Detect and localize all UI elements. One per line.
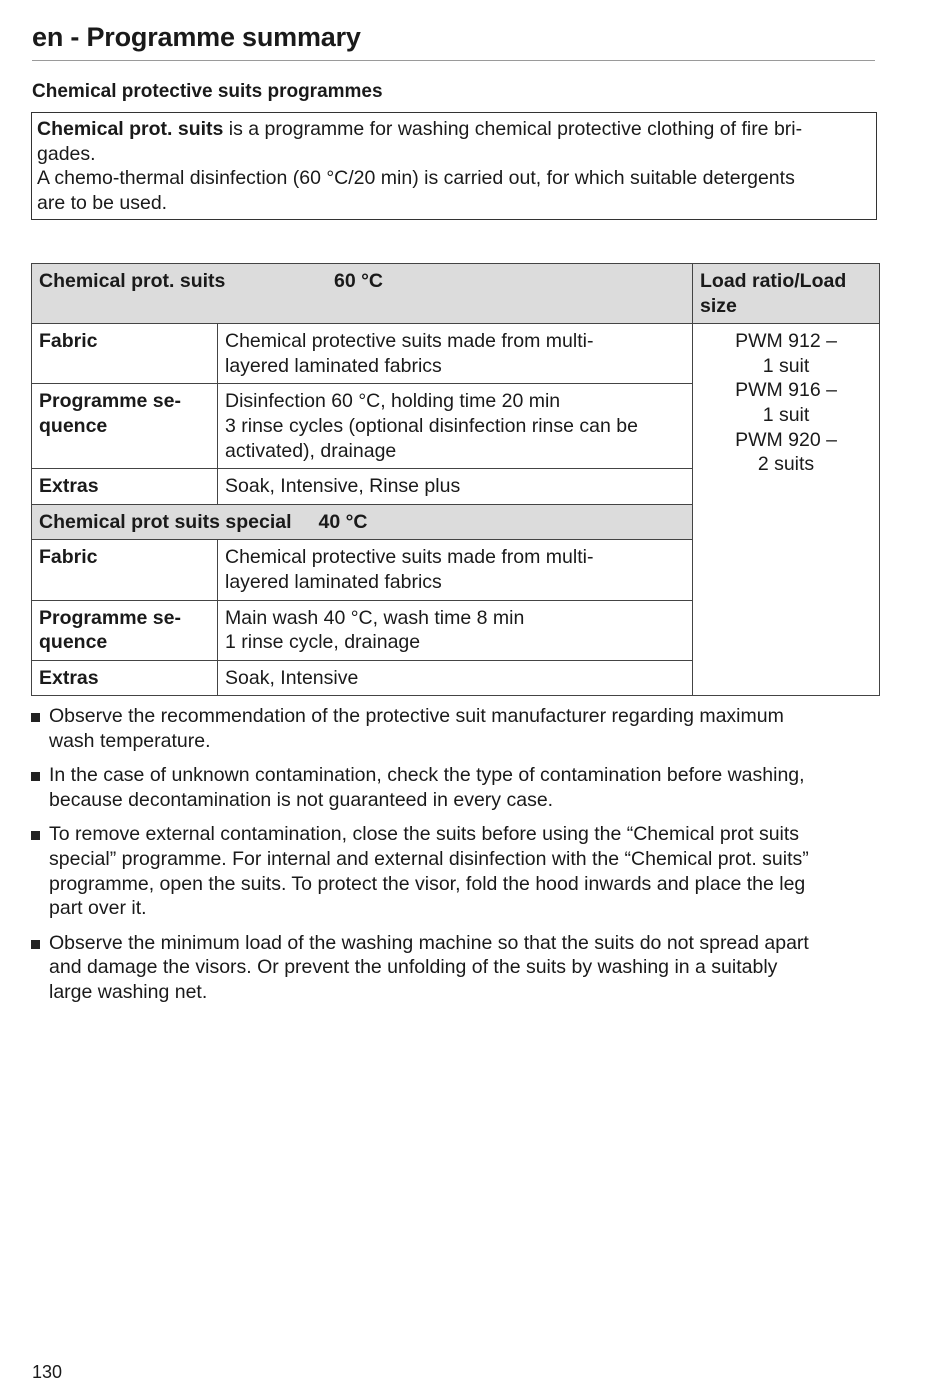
programme2-sequence-label-line-1: Programme se- <box>39 606 181 629</box>
load-line-4: 1 suit <box>762 403 810 426</box>
programme2-sequence-label <box>32 600 218 660</box>
programme1-sequence-label <box>32 384 218 469</box>
section-heading: Chemical protective suits programmes <box>32 81 383 102</box>
programme2-fabric-line-2: layered laminated fabrics <box>225 570 442 593</box>
programme-table <box>31 263 880 696</box>
programme1-temp: 60 °C <box>334 270 383 292</box>
programme2-sequence-value <box>218 600 693 660</box>
load-size-cell <box>693 324 880 696</box>
intro-line-3: A chemo-thermal disinfection (60 °C/20 min) is carried out, for which suitable detergents <box>37 167 795 190</box>
programme1-extras-label: Extras <box>32 469 218 505</box>
note-line: and damage the visors. Or prevent the unfolding of the suits by washing in a suitably <box>49 956 778 979</box>
note-line: wash temperature. <box>49 729 211 752</box>
square-bullet-icon <box>31 713 40 722</box>
programme1-sequence-line-3: activated), drainage <box>225 439 397 462</box>
programme1-fabric-value <box>218 324 693 384</box>
intro-line-1-rest: is a programme for washing chemical protective clothing of fire bri- <box>223 118 803 140</box>
note-line: Observe the minimum load of the washing machine so that the suits do not spread apart <box>49 931 809 954</box>
programme2-name: Chemical prot suits special <box>39 510 292 533</box>
programme2-header-cell <box>32 504 693 540</box>
page-title: en - Programme summary <box>32 22 361 52</box>
page-number: 130 <box>32 1362 63 1382</box>
intro-box <box>31 112 877 220</box>
programme1-sequence-line-1: Disinfection 60 °C, holding time 20 min <box>225 390 561 413</box>
programme1-sequence-label-line-2: quence <box>39 414 108 437</box>
table-row <box>32 324 880 384</box>
programme1-header-cell <box>32 264 693 324</box>
load-line-6: 2 suits <box>757 453 815 476</box>
intro-line-2: gades. <box>37 142 96 165</box>
intro-line-1 <box>37 117 868 142</box>
programme2-extras-label: Extras <box>32 660 218 696</box>
programme1-sequence-label-line-1: Programme se- <box>39 390 181 413</box>
load-header-line-1: Load ratio/Load <box>700 270 847 292</box>
note-line: programme, open the suits. To protect the visor, fold the hood inwards and place the leg <box>49 872 806 895</box>
programme2-extras-value: Soak, Intensive <box>218 660 693 696</box>
programme1-name: Chemical prot. suits <box>39 270 226 292</box>
square-bullet-icon <box>31 831 40 840</box>
load-line-3: PWM 916 – <box>735 379 837 402</box>
list-item <box>31 704 881 753</box>
table-header-row <box>32 264 880 324</box>
programme2-fabric-label: Fabric <box>32 540 218 600</box>
note-text <box>49 704 881 753</box>
programme2-sequence-line-1: Main wash 40 °C, wash time 8 min <box>225 606 525 629</box>
load-line-2: 1 suit <box>762 354 810 377</box>
programme2-sequence-label-line-2: quence <box>39 631 108 654</box>
note-line: Observe the recommendation of the protective suit manufacturer regarding maximum <box>49 705 784 727</box>
programme1-fabric-line-1: Chemical protective suits made from multi- <box>225 330 594 353</box>
square-bullet-icon <box>31 940 40 949</box>
load-header-line-2: size <box>700 294 737 317</box>
list-item <box>31 931 881 1005</box>
note-line: large washing net. <box>49 980 208 1003</box>
load-line-5: PWM 920 – <box>735 428 837 451</box>
note-text <box>49 931 881 1005</box>
programme1-fabric-line-2: layered laminated fabrics <box>225 354 442 377</box>
programme2-fabric-value <box>218 540 693 600</box>
load-line-1: PWM 912 – <box>735 330 837 353</box>
note-text <box>49 763 881 812</box>
note-line: because decontamination is not guaranteed in every case. <box>49 788 554 811</box>
note-line: special” programme. For internal and external disinfection with the “Chemical prot. suits” <box>49 847 809 870</box>
programme2-fabric-line-1: Chemical protective suits made from multi- <box>225 546 594 569</box>
note-line: In the case of unknown contamination, check the type of contamination before washing, <box>49 764 805 787</box>
notes-list <box>31 704 881 1015</box>
programme1-fabric-label: Fabric <box>32 324 218 384</box>
load-header-cell <box>693 264 880 324</box>
note-text <box>49 822 881 920</box>
programme1-extras-value: Soak, Intensive, Rinse plus <box>218 469 693 505</box>
programme1-sequence-value <box>218 384 693 469</box>
intro-line-4: are to be used. <box>37 191 168 214</box>
intro-bold-lead: Chemical prot. suits <box>37 118 224 140</box>
square-bullet-icon <box>31 772 40 781</box>
list-item <box>31 822 881 920</box>
title-divider <box>32 60 875 61</box>
programme2-temp: 40 °C <box>318 510 368 533</box>
programme1-sequence-line-2: 3 rinse cycles (optional disinfection rinse can be <box>225 414 638 437</box>
programme2-sequence-line-2: 1 rinse cycle, drainage <box>225 631 421 654</box>
note-line: part over it. <box>49 897 147 920</box>
list-item <box>31 763 881 812</box>
note-line: To remove external contamination, close the suits before using the “Chemical prot suits <box>49 823 800 846</box>
